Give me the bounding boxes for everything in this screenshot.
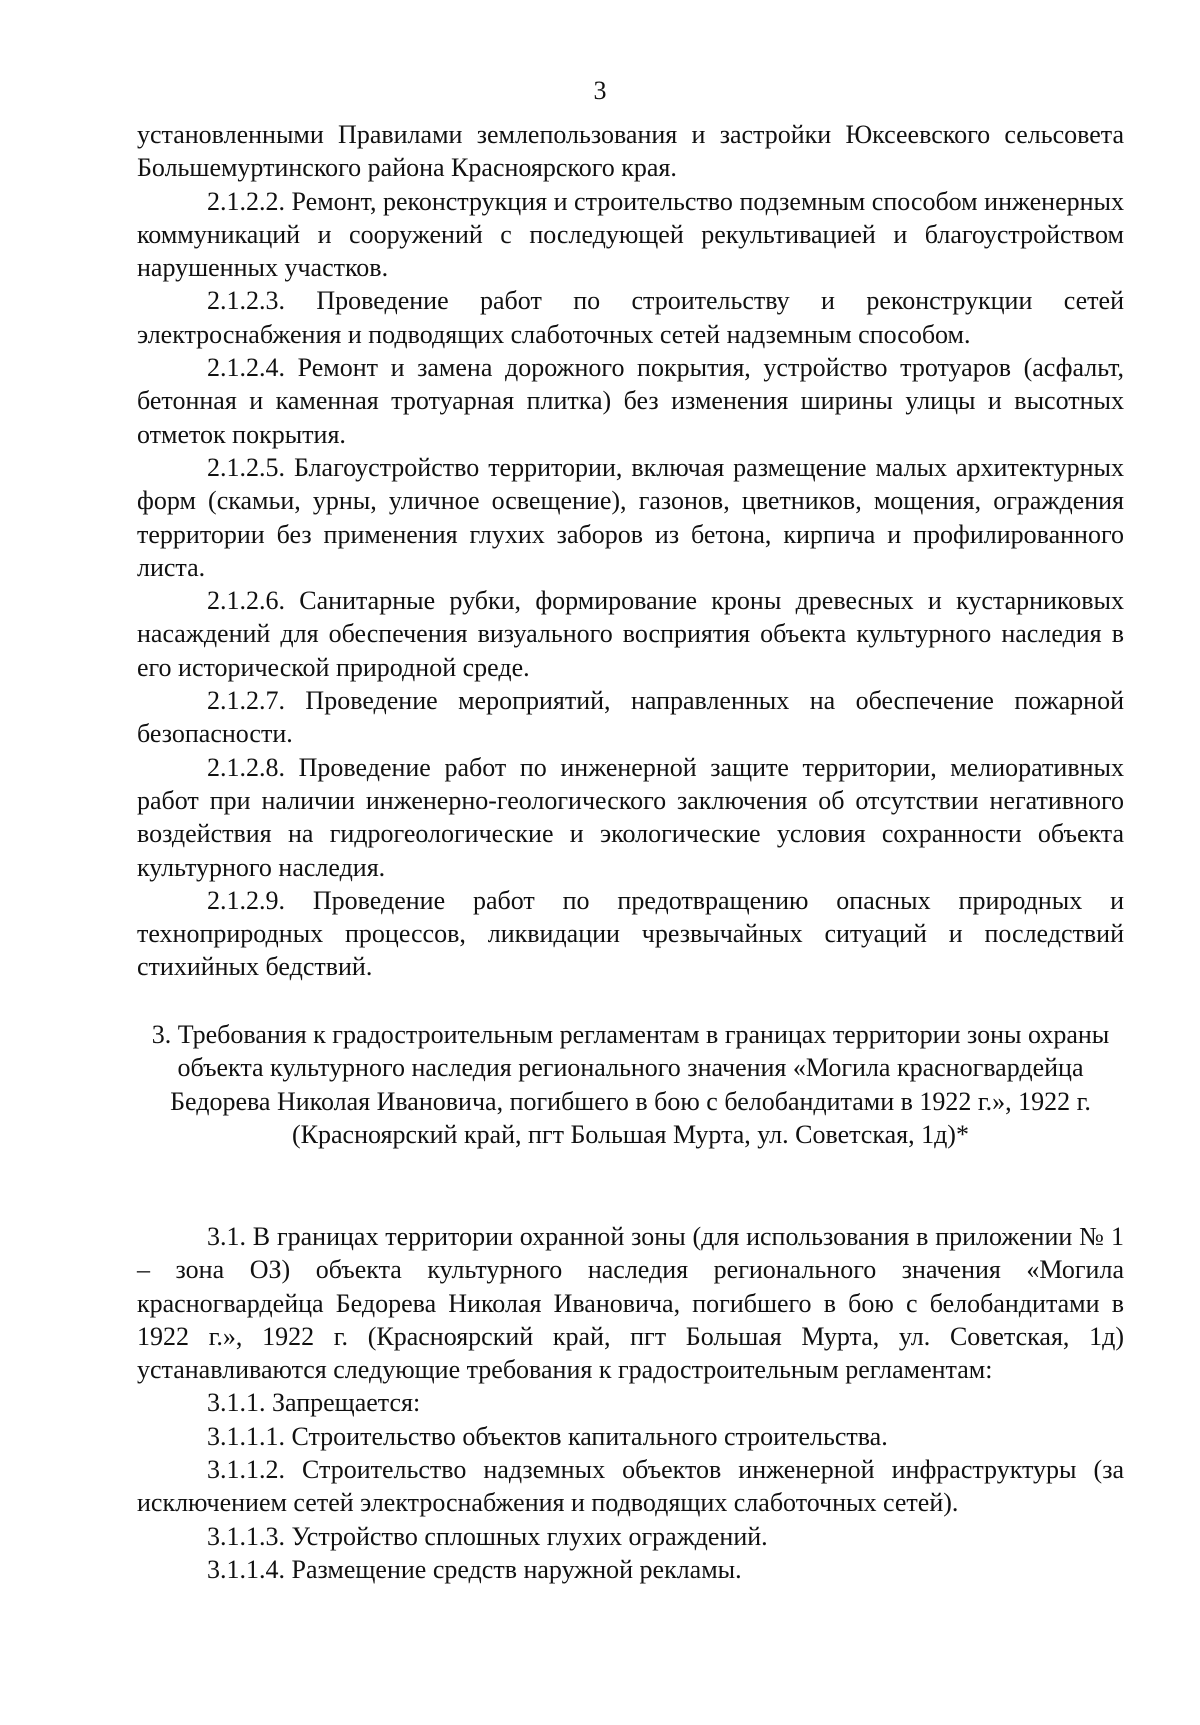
paragraph-2-1-2-4: 2.1.2.4. Ремонт и замена дорожного покрытия, устройство тротуаров (асфальт, бетонная и каменная тротуарная плитка) без изменения ширины улицы и высотных отметок покрытия. — [137, 353, 1124, 449]
paragraph-2-1-2-6: 2.1.2.6. Санитарные рубки, формирование кроны древесных и кустарниковых насаждений для обеспечения визуального восприятия объекта культурного наследия в его исторической природной среде. — [137, 586, 1124, 682]
paragraph-2-1-2-5: 2.1.2.5. Благоустройство территории, включая размещение малых архитектурных форм (скамьи, урны, уличное освещение), газонов, цветников, мощения, ограждения территории без применения глухих заборов из бетона, кирпича и профилированного листа. — [137, 452, 1124, 582]
paragraph-2-1-2-9: 2.1.2.9. Проведение работ по предотвращению опасных природных и техноприродных процессов, ликвидации чрезвычайных ситуаций и последствий стихийных бедствий. — [137, 885, 1124, 982]
section-heading: 3. Требования к градостроительным регламентам в границах территории зоны охраны объекта культурного наследия регионального значения «Могила красногвардейца Бедорева Николая Ивановича, погибшего в бою с белобандитами в 1922 г.», 1922 г. (Красноярский край, пгт Большая Мурта, ул. Советская, 1д)* — [151, 1020, 1110, 1149]
top-text-block — [137, 118, 1124, 984]
paragraph-2-1-2-3: 2.1.2.3. Проведение работ по строительству и реконструкции сетей электроснабжения и подводящих слаботочных сетей надземным способом. — [137, 286, 1124, 349]
paragraph-3-1: 3.1. В границах территории охранной зоны (для использования в приложении № 1 – зона ОЗ) объекта культурного наследия регионального значения «Могила красногвардейца Бедорева Николая Ивановича, погибшего в бою с белобандитами в 1922 г.», 1922 г. (Красноярский край, пгт Большая Мурта, ул. Советская, 1д) устанавливаются следующие требования к градостроительным регламентам: — [137, 1222, 1124, 1385]
paragraph-3-1-1: 3.1.1. Запрещается: — [207, 1388, 421, 1418]
paragraph-3-1-1-3: 3.1.1.3. Устройство сплошных глухих ограждений. — [207, 1521, 768, 1551]
paragraph-continuation: установленными Правилами землепользования и застройки Юксеевского сельсовета Большемуртинского района Красноярского края. — [137, 120, 1124, 183]
paragraph-3-1-1-4: 3.1.1.4. Размещение средств наружной рекламы. — [207, 1554, 742, 1584]
bottom-text-block — [137, 1220, 1124, 1586]
paragraph-3-1-1-1: 3.1.1.1. Строительство объектов капитального строительства. — [207, 1421, 888, 1451]
paragraph-2-1-2-7: 2.1.2.7. Проведение мероприятий, направленных на обеспечение пожарной безопасности. — [137, 686, 1124, 749]
page-number: 3 — [593, 76, 607, 105]
paragraph-3-1-1-2: 3.1.1.2. Строительство надземных объектов инженерной инфраструктуры (за исключением сетей электроснабжения и подводящих слаботочных сетей). — [137, 1455, 1124, 1518]
paragraph-2-1-2-2: 2.1.2.2. Ремонт, реконструкция и строительство подземным способом инженерных коммуникаций и сооружений с последующей рекультивацией и благоустройством нарушенных участков. — [137, 186, 1124, 283]
paragraph-2-1-2-8: 2.1.2.8. Проведение работ по инженерной защите территории, мелиоративных работ при наличии инженерно-геологического заключения об отсутствии негативного воздействия на гидрогеологические и экологические условия сохранности объекта культурного наследия. — [137, 752, 1124, 882]
